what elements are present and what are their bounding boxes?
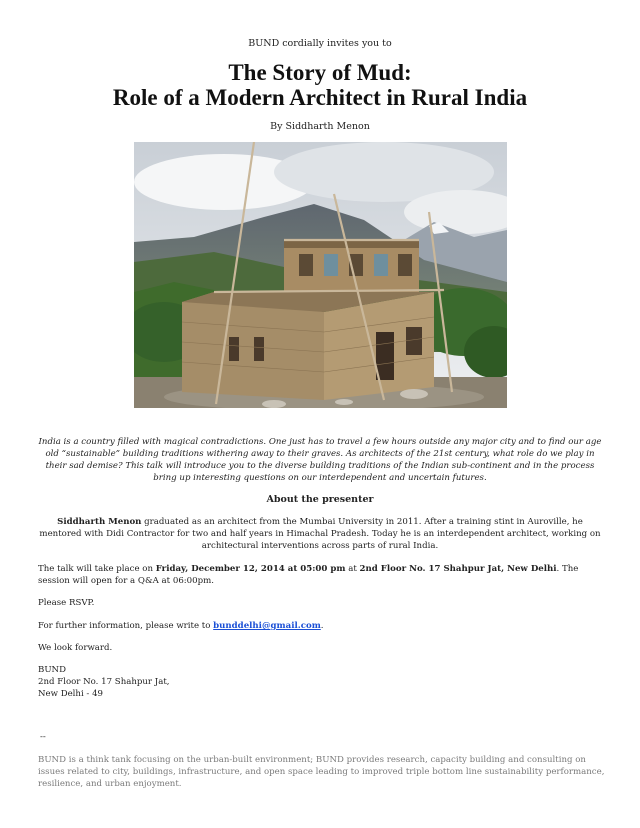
contact-prefix: For further information, please write to [38,621,214,631]
talk-datetime: Friday, December 12, 2014 at 05:00 pm [155,564,346,574]
presenter-bio-text: graduated as an architect from the Mumbai University in 2011. After a training stint in Auroville, he mentored with Didi Contractor for two and half years in Himachal Pradesh. Today he is an interdependent architect, working on architectural interventions across parts of rural India. [39,517,601,551]
talk-suffix: . The session will open for a Q&A at 06:00pm. [38,564,579,586]
address-line-3: New Delhi - 49 [38,689,104,699]
title-line-1: The Story of Mud: [228,60,412,85]
email-link[interactable]: bunddelhi@gmail.com [213,621,321,631]
talk-details [38,563,606,587]
contact-suffix: . [320,621,324,631]
closing-line: We look forward. [38,643,113,653]
talk-at: at [345,564,360,574]
address-line-1: BUND [38,665,66,675]
separator: -- [40,732,46,742]
title-line-2: Role of a Modern Architect in Rural India [112,85,528,110]
mud-house-photo [134,142,507,408]
presenter-bio [38,516,602,552]
rsvp-line: Please RSVP. [38,598,95,608]
talk-prefix: The talk will take place on [38,564,156,574]
page-title [0,60,640,110]
footer-text: BUND is a think tank focusing on the urban-built environment; BUND provides research, capacity building and consulting on issues related to city, buildings, infrastructure, and open space leading to improved triple bottom line sustainability performance, resilience, and urban enjoyment. [38,755,605,789]
address-block [38,664,606,700]
invite-line: BUND cordially invites you to [248,38,392,49]
talk-venue: 2nd Floor No. 17 Shahpur Jat, New Delhi [359,564,557,574]
presenter-name: Siddharth Menon [57,517,142,527]
byline: By Siddharth Menon [270,121,370,132]
about-heading: About the presenter [266,494,374,505]
address-line-2: 2nd Floor No. 17 Shahpur Jat, [38,677,170,687]
talk-description: India is a country filled with magical contradictions. One just has to travel a few hours outside any major city and to find our age old “sustainable” building traditions withering away to their graves. As architects of the 21st century, what role do we play in their sad demise? This talk will introduce you to the diverse building traditions of the Indian sub-continent and in the process bring up interesting questions on our interdependent and uncertain futures. [38,437,602,483]
contact-line [38,620,606,632]
